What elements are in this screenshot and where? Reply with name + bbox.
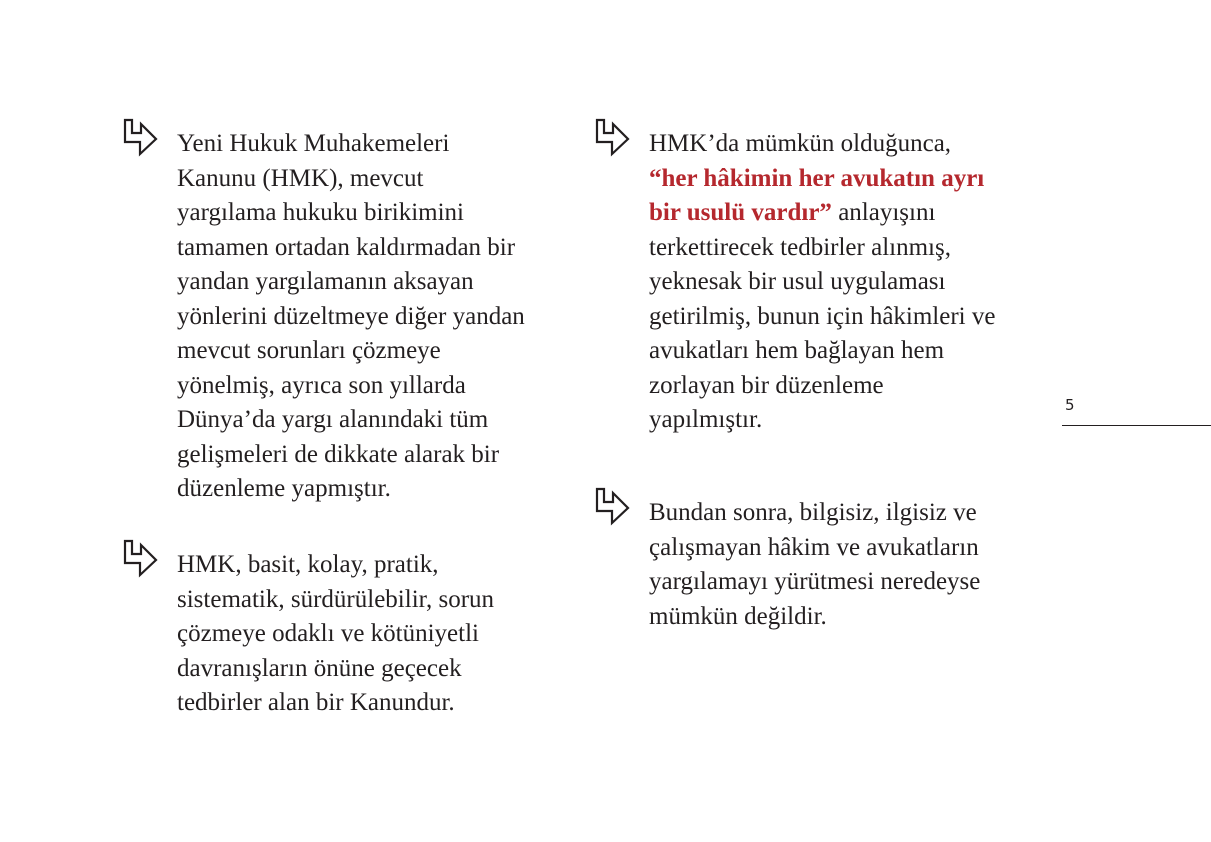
text-line: mümkün değildir.	[649, 602, 827, 630]
text-line: gelişmeleri de dikkate alarak bir	[177, 440, 500, 468]
outlined-arrow-icon	[592, 117, 632, 161]
page-number: 5	[1065, 396, 1075, 414]
outlined-arrow-icon	[120, 538, 160, 582]
text-line: yandan yargılamanın aksayan	[177, 268, 474, 295]
text-line: yargılamayı yürütmesi neredeyse	[649, 568, 981, 595]
text-line: çözmeye odaklı ve kötüniyetli	[177, 620, 479, 647]
text-line: tedbirler alan bir Kanundur.	[177, 689, 455, 716]
text-line: davranışların önüne geçecek	[177, 654, 462, 682]
text-line: çalışmayan hâkim ve avukatların	[649, 533, 979, 561]
text-line: Dünya’da yargı alanındaki tüm	[177, 406, 489, 433]
text-line: getirilmiş, bunun için hâkimleri ve	[649, 302, 996, 330]
text-line: mevcut sorunları çözmeye	[177, 337, 441, 364]
outlined-arrow-icon	[120, 117, 160, 161]
bullet-text-1	[177, 127, 525, 507]
page-number-divider	[1062, 425, 1211, 426]
bullet-text-2	[177, 548, 494, 721]
bullet-text-3	[649, 127, 995, 438]
text-line: tamamen ortadan kaldırmadan bir	[177, 233, 516, 261]
text-line: avukatları hem bağlayan hem	[649, 337, 945, 364]
text-line: Bundan sonra, bilgisiz, ilgisiz ve	[649, 499, 977, 526]
highlighted-quote: bir usulü vardır”	[649, 199, 832, 226]
text-line: yeknesak bir usul uygulaması	[649, 268, 946, 295]
text-line: HMK’da mümkün olduğunca,	[649, 130, 952, 157]
text-line: düzenleme yapmıştır.	[177, 475, 391, 502]
text-line	[649, 196, 995, 231]
text-line: yönlerini düzeltmeye diğer yandan	[177, 302, 525, 330]
outlined-arrow-icon	[592, 486, 632, 530]
text-line: yapılmıştır.	[649, 406, 763, 433]
text-line: sistematik, sürdürülebilir, sorun	[177, 585, 495, 613]
text-line: HMK, basit, kolay, pratik,	[177, 551, 439, 578]
text-line: yönelmiş, ayrıca son yıllarda	[177, 371, 466, 399]
text-fragment: anlayışını	[831, 199, 936, 226]
text-line: yargılama hukuku birikimini	[177, 199, 464, 226]
text-line: zorlayan bir düzenleme	[649, 371, 884, 399]
text-line: terkettirecek tedbirler alınmış,	[649, 233, 951, 261]
bullet-text-4	[649, 496, 980, 634]
text-line: Yeni Hukuk Muhakemeleri	[177, 130, 450, 157]
text-line: Kanunu (HMK), mevcut	[177, 164, 424, 192]
highlighted-quote: “her hâkimin her avukatın ayrı	[649, 164, 985, 192]
